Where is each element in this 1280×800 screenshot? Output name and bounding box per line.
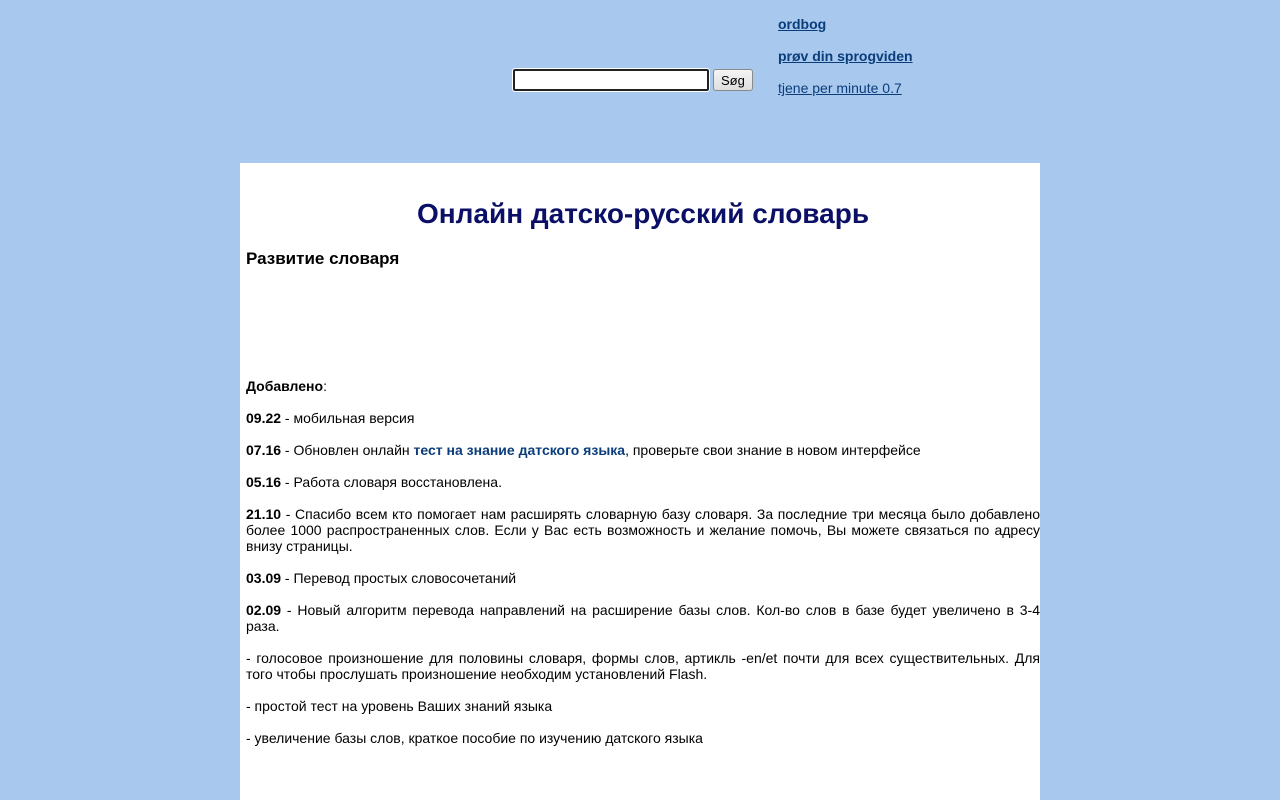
top-links: [778, 16, 913, 112]
feature-item: - простой тест на уровень Ваших знаний языка: [246, 698, 553, 714]
news-text: - Работа словаря восстановлена.: [281, 474, 502, 490]
news-item: [246, 442, 1040, 458]
news-date: 07.16: [246, 442, 282, 458]
search-input[interactable]: [513, 69, 709, 91]
news-text-after: , проверьте свои знание в новом интерфейсе: [625, 442, 921, 458]
added-label: Добавлено: [246, 378, 324, 394]
header: [0, 0, 1280, 163]
added-label-row: [246, 378, 1040, 394]
news-text: - Обновлен онлайн: [281, 442, 414, 458]
news-item: [246, 506, 1040, 554]
news-date: 21.10: [246, 506, 282, 522]
news-date: 03.09: [246, 570, 282, 586]
search-button[interactable]: Søg: [713, 69, 753, 91]
news-item: [246, 410, 1040, 426]
news-item: [246, 474, 1040, 490]
earn-per-minute-link[interactable]: tjene per minute 0.7: [778, 80, 902, 96]
news-date: 09.22: [246, 410, 282, 426]
page-title: Онлайн датско-русский словарь: [416, 198, 870, 229]
danish-test-link[interactable]: тест на знание датского языка: [413, 442, 626, 458]
news-text: - Новый алгоритм перевода направлений на расширение базы слов. Кол-во слов в базе будет увеличено в 3-4 раза.: [246, 602, 1040, 634]
feature-item: - голосовое произношение для половины словаря, формы слов, артикль -en/et почти для всех существительных. Для того чтобы прослушать произношение необходим установлений Flash.: [246, 650, 1040, 682]
main-content: [240, 163, 1040, 800]
ad-placeholder: [246, 269, 1040, 378]
feature-item: - увеличение базы слов, краткое пособие по изучению датского языка: [246, 730, 703, 746]
news-text: - мобильная версия: [281, 410, 415, 426]
news-list: [246, 378, 1040, 746]
ordbog-link[interactable]: ordbog: [778, 16, 827, 32]
news-date: 02.09: [246, 602, 282, 618]
news-date: 05.16: [246, 474, 282, 490]
news-text: - Спасибо всем кто помогает нам расширять словарную базу словаря. За последние три месяца было добавлено более 1000 распространенных слов. Если у Вас есть возможность и желание помочь, Вы можете связаться по адресу внизу страницы.: [246, 506, 1040, 554]
search-form: [513, 69, 753, 91]
news-item: [246, 602, 1040, 634]
section-heading: Развитие словаря: [246, 249, 400, 268]
news-item: [246, 570, 1040, 586]
added-colon: :: [323, 378, 327, 394]
news-text: - Перевод простых словосочетаний: [281, 570, 517, 586]
test-language-link[interactable]: prøv din sprogviden: [778, 48, 913, 64]
